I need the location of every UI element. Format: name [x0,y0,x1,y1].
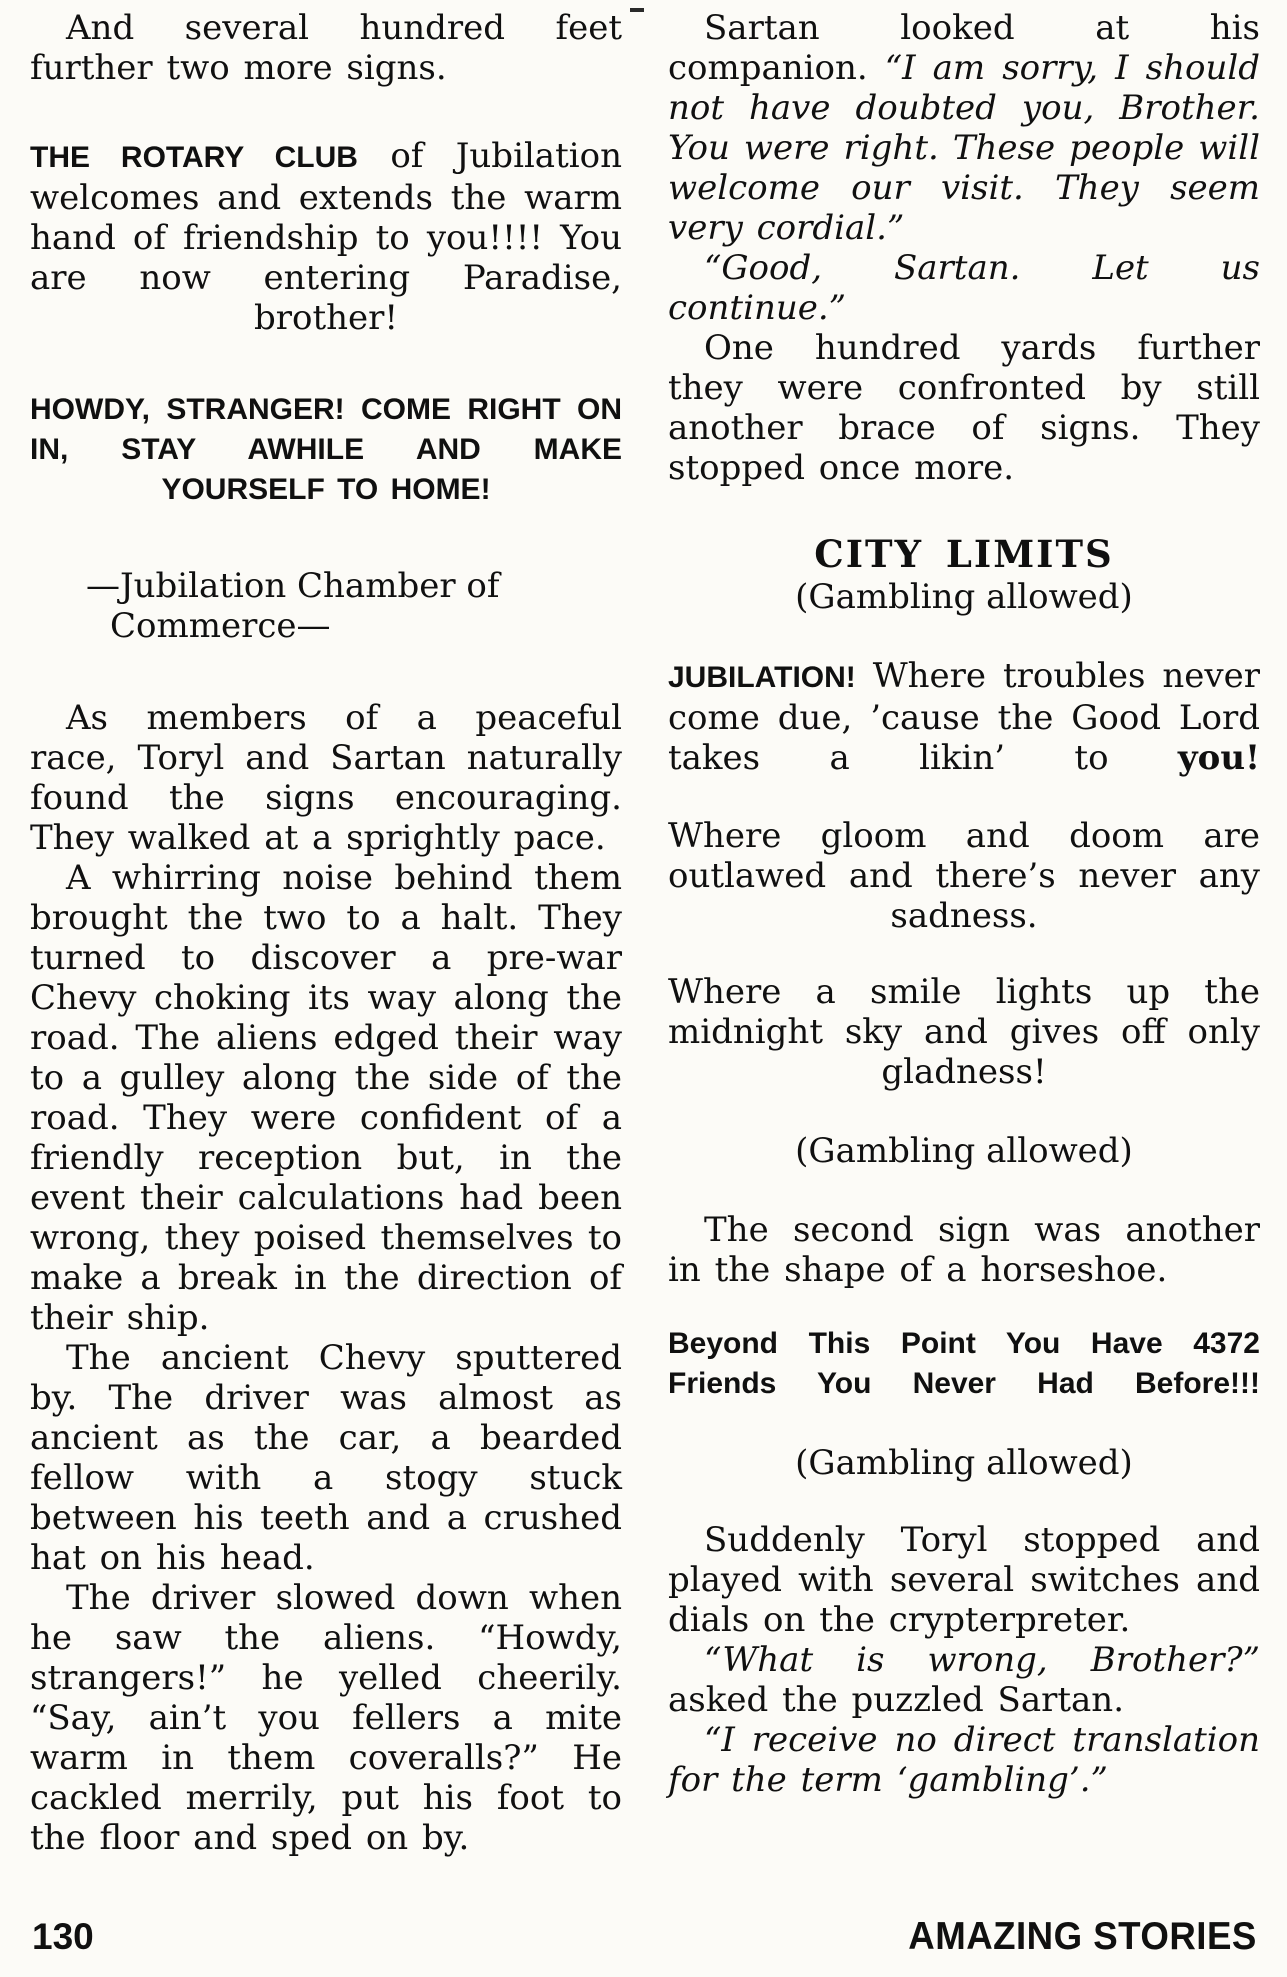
dialogue-quote: “What is wrong, Brother?” [704,1640,1260,1680]
body-paragraph: As members of a peaceful race, Toryl and Sartan naturally found the signs encouraging. They walked at a sprightly pace. [30,698,622,858]
sign-text [30,136,622,298]
attribution-line: Commerce— [110,606,331,646]
magazine-title: AMAZING STORIES [908,1915,1257,1958]
sign-emphasis: you! [1177,738,1260,778]
body-paragraph [668,8,1260,248]
sign-city-limits [668,532,1260,618]
attribution-line: —Jubilation Chamber of [86,566,500,606]
right-column [668,8,1260,1858]
sign-text: HOWDY, STRANGER! COME RIGHT ON IN, STAY AWHILE AND MAKE [30,393,622,466]
dialogue-quote: “Good, Sartan. Let us continue.” [668,248,1260,328]
dialogue-quote: “I receive no direct translation for the term ‘gambling’.” [668,1720,1260,1800]
sign-lead: THE ROTARY CLUB [30,141,358,174]
sign-howdy-stranger [30,390,622,510]
dialogue-quote: “I am sorry, I should not have doubted you, Brother. You were right. These people will welcome our visit. They seem very cordial.” [668,48,1260,248]
left-column [30,8,622,1858]
dialogue-intro: Sartan looked at his companion. [668,8,1260,88]
body-paragraph: The driver slowed down when he saw the aliens. “Howdy, strangers!” he yelled cheerily. “Say, ain’t you fellers a mite warm in them coveralls?” He cackled merrily, put his foot to the floor and sped on by. [30,1578,622,1858]
sign-body: of Jubilation welcomes and extends the warm hand of friendship to you!!!! You are now entering Paradise, [30,136,622,298]
sign-last-line: YOURSELF TO HOME! [161,473,491,506]
dialogue-attribution: asked the puzzled Sartan. [668,1680,1125,1720]
gambling-note: (Gambling allowed) [795,577,1133,617]
gambling-note: (Gambling allowed) [795,1443,1133,1483]
sign-rotary-club [30,136,622,338]
city-limits-title: CITY LIMITS [814,532,1114,576]
body-paragraph: The second sign was another in the shape of a horseshoe. [668,1210,1260,1290]
body-paragraph: A whirring noise behind them brought the two to a halt. They turned to discover a pre-war Chevy choking its way along the road. The aliens edged their way to a gulley along the side of the road. They were confident of a friendly reception but, in the event their calculations had been wrong, they poised themselves to make a break in the direction of their ship. [30,858,622,1338]
body-paragraph: One hundred yards further they were confronted by still another brace of signs. They stopped once more. [668,328,1260,488]
attribution [30,566,622,646]
sign-last-line: brother! [253,298,399,338]
page-number: 130 [32,1916,94,1957]
page-footer [32,1915,1257,1959]
text-columns [30,8,1260,1858]
gambling-note: (Gambling allowed) [795,1131,1133,1171]
sign-lead: JUBILATION! [668,661,856,694]
body-paragraph: The ancient Chevy sputtered by. The driver was almost as ancient as the car, a bearded fellow with a stogy stuck between his teeth and a crushed hat on his head. [30,1338,622,1578]
body-paragraph [668,1640,1260,1720]
sign-body: Where troubles never come due, ’cause the Good Lord takes a likin’ to [668,656,1260,778]
scan-artifact-dash [630,8,644,12]
sign-smile: Where a smile lights up the midnight sky and gives off only gladness! [668,972,1260,1092]
body-paragraph: And several hundred feet further two more signs. [30,8,622,88]
sign-jubilation [668,656,1260,778]
sign-gloom: Where gloom and doom are outlawed and there’s never any sadness. [668,816,1260,936]
body-paragraph: Suddenly Toryl stopped and played with several switches and dials on the crypterpreter. [668,1520,1260,1640]
sign-beyond-this-point: Beyond This Point You Have 4372 Friends You Never Had Before!!! [668,1327,1260,1400]
